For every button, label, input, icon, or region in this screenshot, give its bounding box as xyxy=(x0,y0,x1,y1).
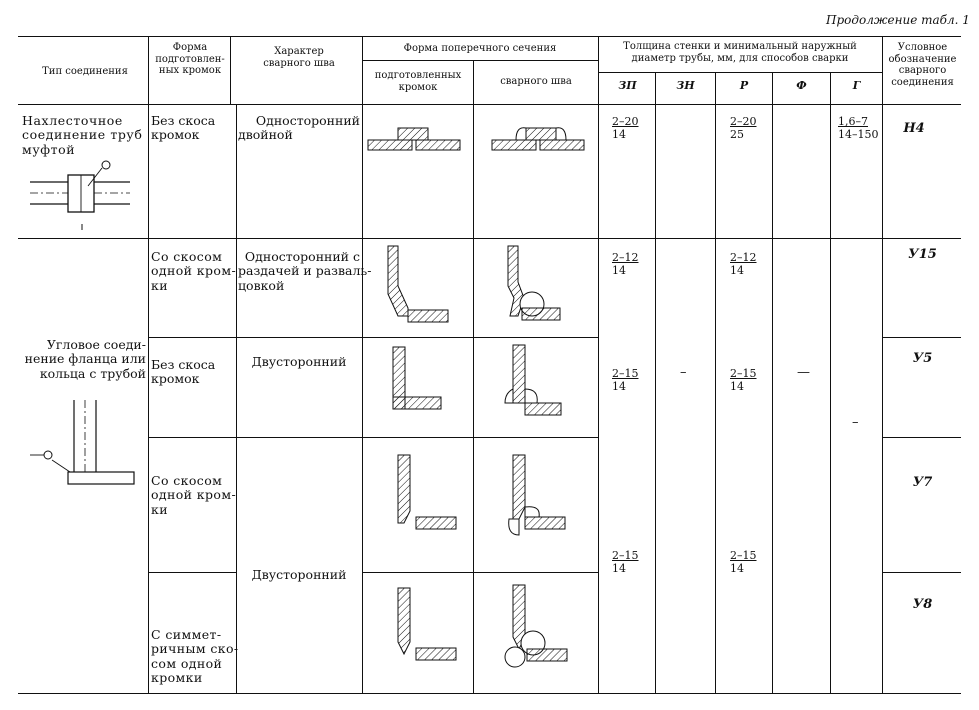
row1-code: Н4 xyxy=(903,121,925,136)
zn-dash: – xyxy=(680,365,687,380)
row2-zp: 2–12 14 xyxy=(612,251,639,277)
row1-edge: Без скоса кромок xyxy=(151,113,216,143)
table-caption: Продолжение табл. 1 xyxy=(826,13,970,27)
joint-corner: Угловое соеди- нение фланца или кольца с трубой xyxy=(24,337,146,381)
row1-r: 2–20 25 xyxy=(730,115,757,141)
row3-r: 2–15 14 xyxy=(730,367,757,393)
header-section-form: Форма поперечного сечения xyxy=(403,43,557,54)
header-method-r: Р xyxy=(739,79,749,92)
header-method-f: Ф xyxy=(796,79,807,92)
row1-prepared-section xyxy=(366,120,470,160)
row4-weld-section xyxy=(505,455,585,545)
f-dash: — xyxy=(797,365,810,380)
row4-code: У7 xyxy=(912,475,933,490)
row1-weld: Односторонний двойной xyxy=(238,113,360,143)
header-thickness: Толщина стенки и минимальный наружный диаметр трубы, мм, для способов сварки xyxy=(623,41,857,64)
rows45-weld: Двусторонний xyxy=(251,567,347,582)
g-dash: – xyxy=(852,415,859,430)
row5-edge: С симмет- ричным ско- сом одной кромки xyxy=(151,627,239,686)
row5-prepared-section xyxy=(390,588,470,678)
header-joint-type: Тип соединения xyxy=(42,66,128,77)
header-prepared-edges: подготовленных кромок xyxy=(374,70,462,93)
joint-lap: Нахлесточное соединение труб муфтой xyxy=(22,113,143,157)
header-weld-character: Характер сварного шва xyxy=(263,46,335,69)
header-method-zn: ЗН xyxy=(676,79,695,92)
lap-joint-sketch xyxy=(30,158,140,238)
rows45-zp: 2–15 14 xyxy=(612,549,639,575)
row2-edge: Со скосом одной кром- ки xyxy=(151,249,237,293)
row4-edge: Со скосом одной кром- ки xyxy=(151,473,237,517)
header-designation: Условное обозначение сварного соединения xyxy=(888,42,957,88)
row3-zp: 2–15 14 xyxy=(612,367,639,393)
corner-joint-sketch xyxy=(30,400,140,500)
rows45-r: 2–15 14 xyxy=(730,549,757,575)
row5-weld-section xyxy=(505,585,585,680)
header-edge-form: Форма подготовлен- ных кромок xyxy=(155,42,225,76)
row3-weld: Двусторонний xyxy=(251,354,347,369)
row2-code: У15 xyxy=(908,247,937,262)
row1-zp: 2–20 14 xyxy=(612,115,639,141)
row1-g: 1,6–7 14–150 xyxy=(838,115,879,141)
row2-weld: Односторонний с раздачей и разваль- цовкой xyxy=(238,249,372,293)
row3-weld-section xyxy=(505,345,585,430)
header-weld-seam: сварного шва xyxy=(500,76,572,87)
row2-weld-section xyxy=(500,246,580,331)
row3-edge: Без скоса кромок xyxy=(151,357,216,387)
header-method-zp: ЗП xyxy=(618,79,637,92)
row2-r: 2–12 14 xyxy=(730,251,757,277)
row5-code: У8 xyxy=(912,597,933,612)
row1-weld-section xyxy=(490,118,594,160)
header-method-g: Г xyxy=(852,79,861,92)
row3-prepared-section xyxy=(385,347,465,427)
row2-prepared-section xyxy=(380,246,460,331)
row3-code: У5 xyxy=(912,351,933,366)
row4-prepared-section xyxy=(390,455,470,545)
